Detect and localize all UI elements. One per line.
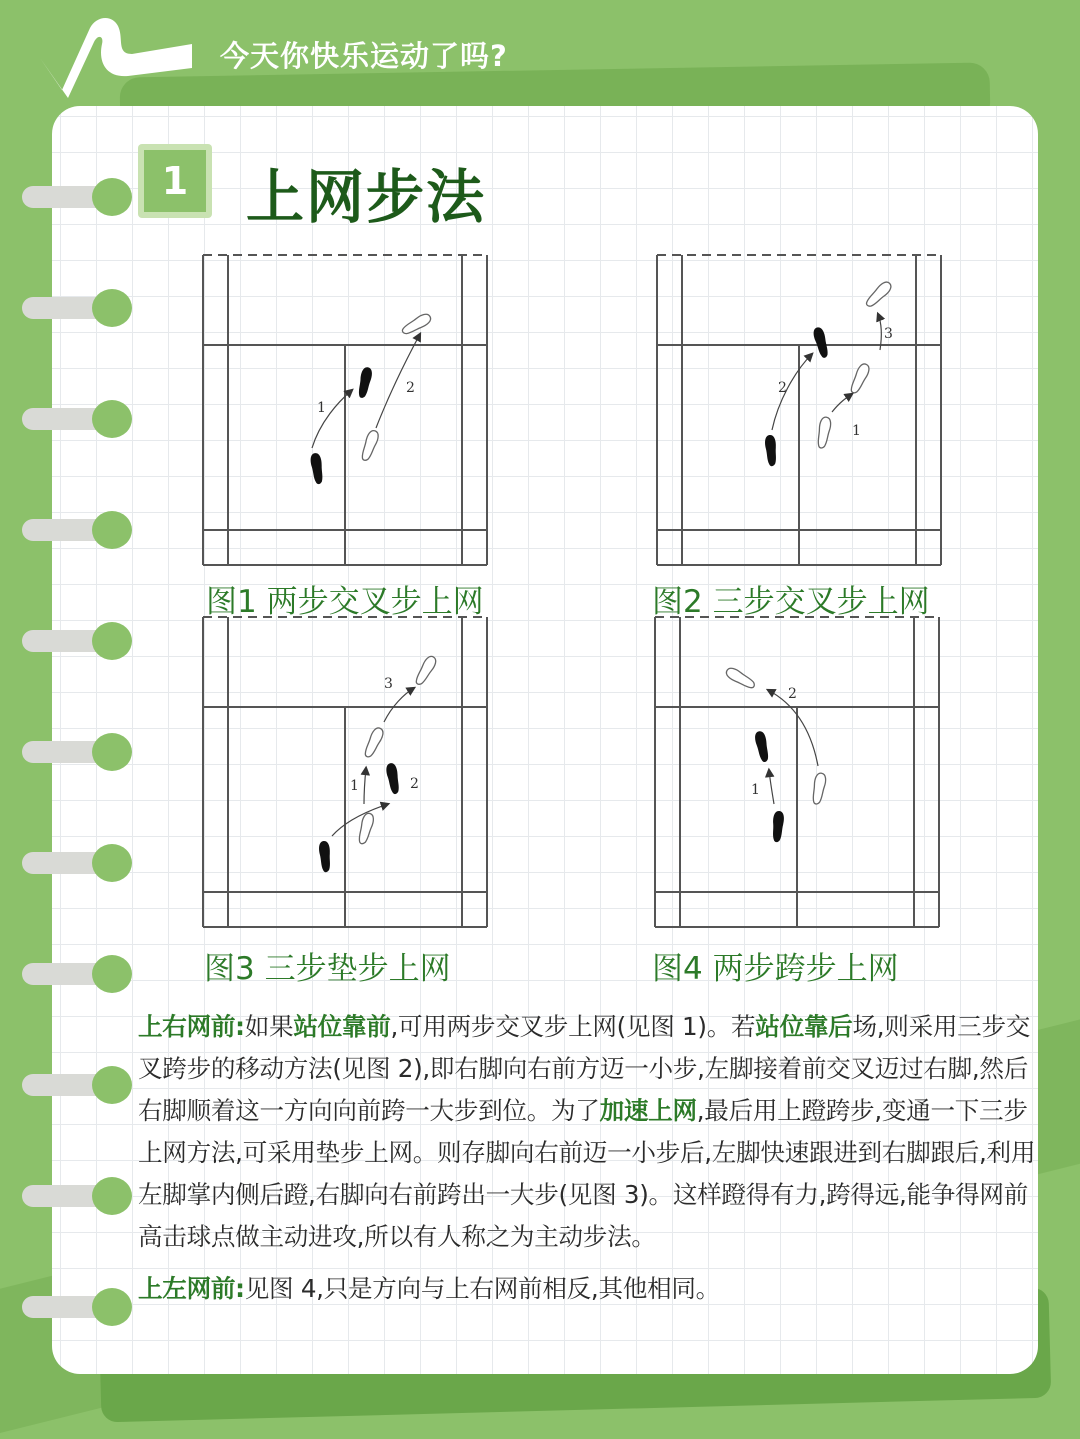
- footprint-outline: [811, 772, 827, 805]
- footprint-outline: [413, 654, 438, 686]
- binder-ring: [22, 841, 114, 885]
- step-label: 1: [852, 423, 861, 439]
- footprints: [318, 654, 438, 872]
- figure-caption-1: 图1 两步交叉步上网: [206, 584, 484, 620]
- figure-caption-2: 图2 三步交叉步上网: [652, 584, 930, 620]
- court-lines: [203, 617, 487, 927]
- court-diagram-3: [200, 614, 490, 930]
- court-lines: [203, 255, 487, 565]
- binder-ring: [22, 952, 114, 996]
- step-label: 2: [778, 380, 787, 396]
- green-ribbon-logo-icon: [32, 10, 202, 100]
- footprint-right: [812, 326, 830, 359]
- footprint-right: [356, 366, 373, 399]
- binder-ring: [22, 175, 114, 219]
- footprint-outline: [848, 362, 871, 395]
- footprint-outline: [357, 812, 375, 845]
- footprint-outline: [359, 429, 380, 462]
- footprint-outline: [362, 726, 385, 759]
- text-run: ,可用两步交叉步上网(见图 1)。若: [390, 1012, 756, 1041]
- section-title: 上网步法: [246, 163, 487, 231]
- footprint-outline: [816, 416, 832, 449]
- step-label: 2: [788, 686, 797, 702]
- paragraph-right-net: [138, 1006, 1038, 1258]
- footprint-right: [385, 762, 401, 795]
- text-run: ,最后用上蹬跨步,变通一下三步上网方法,可采用垫步上网。则存脚向右前迈一小步后,左脚快速跟进到右脚跟后,利用左脚掌内侧后蹬,右脚向右前跨出一大步(见图 3)。这样蹬得有力,跨得远,能争得网前高击球点做主动进攻,所以有人称之为主动步法。: [138, 1096, 1036, 1251]
- step-label: 1: [317, 400, 326, 416]
- binder-ring: [22, 286, 114, 330]
- court-diagram-1: [200, 252, 490, 568]
- court-diagram-4: [652, 614, 942, 930]
- footprint-outline: [864, 280, 894, 310]
- figure-caption-4: 图4 两步跨步上网: [652, 951, 899, 987]
- binder-ring: [22, 730, 114, 774]
- footprint-left: [318, 841, 331, 873]
- footprint-outline: [400, 312, 432, 337]
- court-lines: [657, 255, 941, 565]
- binder-ring: [22, 619, 114, 663]
- binder-ring: [22, 397, 114, 441]
- footprint-outline: [724, 666, 756, 691]
- section-number-badge: [138, 144, 212, 218]
- footprints: [310, 312, 433, 485]
- paragraph-label: 上右网前:: [138, 1012, 245, 1041]
- footprint-left: [310, 452, 325, 484]
- court-diagram-2: [654, 252, 944, 568]
- footprints: [764, 280, 893, 467]
- text-run: 场,则采用三步交叉跨步的移动方法(见图 2),即右脚向右前方迈一小步,左脚接着前交叉迈过右脚,然后右脚顺着这一方向向前跨一大步到位。为了: [138, 1012, 1031, 1125]
- binder-ring: [22, 1285, 114, 1329]
- paragraph-left-net: [138, 1268, 1038, 1310]
- step-label: 1: [751, 782, 760, 798]
- highlight-text: 站位靠后: [755, 1012, 853, 1041]
- binder-ring: [22, 1063, 114, 1107]
- court-lines: [655, 617, 939, 927]
- highlight-text: 加速上网: [599, 1096, 697, 1125]
- footprint-left: [771, 811, 784, 843]
- footprints: [724, 666, 827, 843]
- binder-ring: [22, 1174, 114, 1218]
- paragraph-label: 上左网前:: [138, 1274, 245, 1303]
- step-label: 2: [406, 380, 415, 396]
- step-label: 3: [384, 676, 393, 692]
- footprint-left: [764, 435, 777, 467]
- highlight-text: 站位靠前: [293, 1012, 391, 1041]
- step-label: 1: [350, 778, 359, 794]
- text-run: 见图 4,只是方向与上右网前相反,其他相同。: [244, 1274, 720, 1303]
- body-text: [138, 1006, 1038, 1310]
- footprint-right: [754, 730, 771, 763]
- text-run: 如果: [244, 1012, 294, 1041]
- step-label: 3: [884, 326, 893, 342]
- header-tagline: 今天你快乐运动了吗?: [220, 39, 508, 73]
- figure-caption-3: 图3 三步垫步上网: [204, 951, 451, 987]
- section-number: 1: [144, 150, 206, 212]
- binder-ring: [22, 508, 114, 552]
- step-label: 2: [410, 776, 419, 792]
